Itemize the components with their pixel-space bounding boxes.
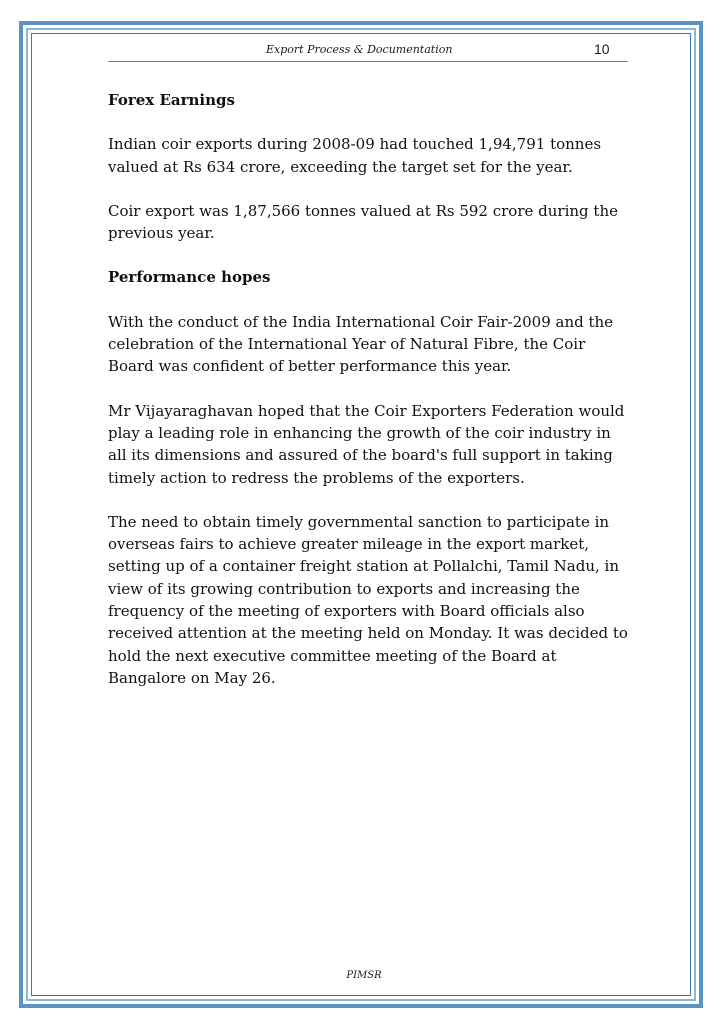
paragraph: The need to obtain timely governmental sanction to participate in overseas fairs to achieve greater mileage in the export market, setting up of a container freight station at Pollalchi, Tamil Nadu, in view of its growing contribution to exports and increasing the frequency of the meeting of exporters with Board officials also received attention at the meeting held on Monday. It was decided to hold the next executive committee meeting of the Board at Bangalore on May 26. [108,512,628,687]
page-number: 10 [594,41,610,57]
header-rule [108,61,628,62]
paragraph: Coir export was 1,87,566 tonnes valued at Rs 592 crore during the previous year. [108,201,618,243]
paragraph: Mr Vijayaraghavan hoped that the Coir Exporters Federation would play a leading role in enhancing the growth of the coir industry in all its dimensions and assured of the board's full support in taking timely action to redress the problems of the exporters. [108,401,625,487]
header-title: Export Process & Documentation [266,43,453,56]
paragraph: Indian coir exports during 2008-09 had touched 1,94,791 tonnes valued at Rs 634 crore, exceeding the target set for the year. [108,135,602,176]
section-heading-forex-earnings: Forex Earnings [108,91,235,109]
page-header [108,41,628,61]
paragraph: With the conduct of the India International Coir Fair-2009 and the celebration of the International Year of Natural Fibre, the Coir Board was confident of better performance this year. [108,312,614,376]
section-heading-performance-hopes: Performance hopes [108,268,271,287]
document-body [108,89,632,711]
page-footer: PIMSR [346,970,382,981]
